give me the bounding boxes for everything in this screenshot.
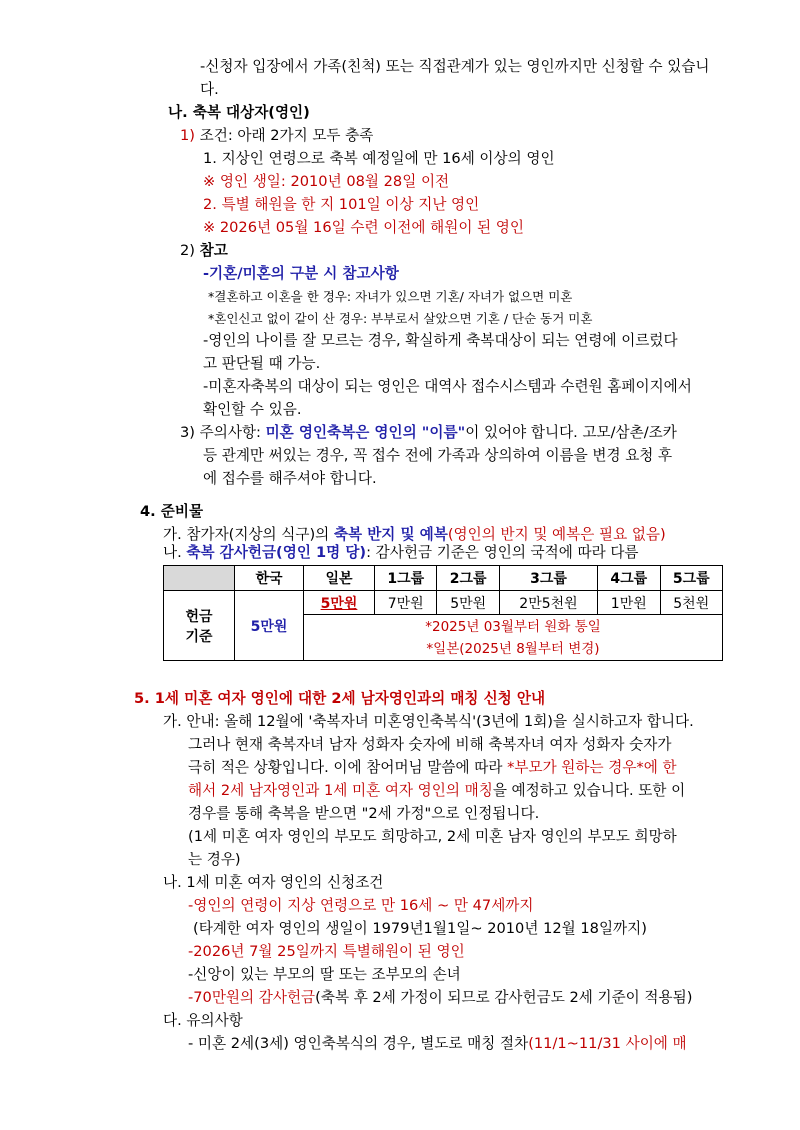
caution-emphasis: 미혼 영인축복은 영인의 "이름": [265, 424, 466, 441]
condition-liberation: -2026년 7월 25일까지 특별해원이 된 영인: [188, 943, 465, 960]
caution-line-3: 에 접수를 해주셔야 합니다.: [203, 470, 377, 487]
donation-table-corner: [164, 566, 235, 591]
notes-line-1: [188, 1033, 687, 1055]
section-4-title: 4. 준비물: [140, 503, 204, 520]
preparation-ga-emphasis: 축복 반지 및 예복: [333, 526, 448, 543]
intro-line-1: -신청자 입장에서 가족(친척) 또는 직접관계가 있는 영인까지만 신청할 수 있습니: [200, 58, 710, 75]
guide-line-5: 경우를 통해 축복을 받으면 "2세 가정"으로 인정됩니다.: [188, 805, 540, 822]
note-japan-change: *일본(2025년 8월부터 변경): [426, 640, 600, 657]
guide-line-2: 그러나 현재 축복자녀 남자 성화자 숫자에 비해 축복자녀 여자 성화자 숫자가: [188, 736, 672, 753]
marital-reference-heading: -기혼/미혼의 구분 시 참고사항: [203, 265, 399, 282]
guide-line-4-emphasis: 해서 2세 남자영인과 1세 미혼 여자 영인의 매칭: [188, 782, 493, 799]
condition-1-text: 조건: 아래 2가지 모두 충족: [199, 127, 374, 144]
preparation-na-text: : 감사헌금 기준은 영인의 국적에 따라 다름: [366, 544, 639, 561]
caution-number: 3): [180, 424, 195, 441]
notes-line-1-text: - 미혼 2세(3세) 영인축복식의 경우, 별도로 매칭 절차: [188, 1035, 529, 1052]
caution-label: 주의사항:: [199, 424, 266, 441]
condition-1-number: 1): [180, 127, 195, 144]
preparation-item-na: [163, 542, 639, 564]
value-japan: 5만원: [304, 591, 375, 615]
caution-line-2: 등 관계만 써있는 경우, 꼭 접수 전에 가족과 상의하여 이름을 변경 요청 후: [203, 447, 673, 464]
condition-donation-amount: -70만원의 감사헌금: [188, 989, 316, 1006]
intro-line-2: 다.: [200, 81, 219, 98]
donation-table-notes: [304, 615, 723, 661]
condition-donation-text: (축복 후 2세 가정이 되므로 감사헌금도 2세 기준이 적용됨): [315, 989, 693, 1006]
guide-line-1: 가. 안내: 올해 12월에 '축복자녀 미혼영인축복식'(3년에 1회)을 실시하고자 합니다.: [163, 713, 694, 730]
guide-line-4-text: 을 예정하고 있습니다. 또한 이: [492, 782, 686, 799]
cohabitation-case-note: *혼인신고 없이 같이 산 경우: 부부로서 살았으면 기혼 / 단순 동거 미혼: [208, 311, 593, 326]
condition-1-item-1: 1. 지상인 연령으로 축복 예정일에 만 16세 이상의 영인: [203, 150, 555, 167]
section-na-title: 나. 축복 대상자(영인): [168, 104, 310, 121]
preparation-ga-note: (영인의 반지 및 예복은 필요 없음): [447, 526, 666, 543]
donation-table-value-row: [164, 591, 723, 615]
condition-faith: -신앙이 있는 부모의 딸 또는 조부모의 손녀: [188, 966, 461, 983]
header-group-3: 3그룹: [499, 566, 597, 591]
header-japan: 일본: [304, 566, 375, 591]
condition-1: [180, 125, 373, 147]
caution-text: 이 있어야 합니다. 고모/삼촌/조카: [465, 424, 677, 441]
guide-line-3: [188, 757, 677, 779]
guide-line-3-emphasis: *부모가 원하는 경우*에 한: [507, 759, 677, 776]
condition-1-item-2: 2. 특별 해원을 한 지 101일 이상 지난 영인: [203, 196, 480, 213]
donation-table: [163, 565, 723, 661]
reference-title: 참고: [199, 242, 228, 259]
age-unknown-line-1: -영인의 나이를 잘 모르는 경우, 확실하게 축복대상이 되는 연령에 이르렀다: [203, 332, 678, 349]
section-5-title: 5. 1세 미혼 여자 영인에 대한 2세 남자영인과의 매칭 신청 안내: [134, 690, 546, 707]
preparation-na-prefix: 나.: [163, 544, 187, 561]
header-korea: 한국: [235, 566, 304, 591]
donation-table-header-row: [164, 566, 723, 591]
guide-line-3-text: 극히 적은 상황입니다. 이에 참어머님 말씀에 따라: [188, 759, 508, 776]
header-group-4: 4그룹: [598, 566, 660, 591]
caution-line-1: [180, 422, 677, 444]
condition-age: -영인의 연령이 지상 연령으로 만 16세 ~ 만 47세까지: [188, 897, 534, 914]
eligibility-check-line-2: 확인할 수 있음.: [203, 401, 302, 418]
value-group-1: 7만원: [375, 591, 437, 615]
condition-1-note-2: ※ 2026년 05월 16일 수련 이전에 해원이 된 영인: [203, 219, 524, 236]
row-label-line-1: 헌금: [185, 608, 213, 625]
guide-line-6: (1세 미혼 여자 영인의 부모도 희망하고, 2세 미혼 남자 영인의 부모도 희망하: [188, 828, 677, 845]
value-group-4: 1만원: [598, 591, 660, 615]
eligibility-check-line-1: -미혼자축복의 대상이 되는 영인은 대역사 접수시스템과 수련원 홈페이지에서: [203, 378, 692, 395]
reference-number: 2): [180, 242, 195, 259]
notes-line-1-emphasis: (11/1~11/31 사이에 매: [528, 1035, 687, 1052]
divorced-case-note: *결혼하고 이혼을 한 경우: 자녀가 있으면 기혼/ 자녀가 없으면 미혼: [208, 289, 573, 304]
value-korea: 5만원: [235, 591, 304, 661]
value-group-2: 5만원: [437, 591, 499, 615]
preparation-na-emphasis: 축복 감사헌금(영인 1명 당): [186, 544, 367, 561]
row-label: [164, 591, 235, 661]
condition-1-note-1: ※ 영인 생일: 2010년 08월 28일 이전: [203, 173, 450, 190]
notes-title: 다. 유의사항: [163, 1012, 243, 1029]
value-group-3: 2만5천원: [499, 591, 597, 615]
note-currency-unification: *2025년 03월부터 원화 통일: [425, 618, 601, 635]
header-group-5: 5그룹: [660, 566, 723, 591]
row-label-line-2: 기준: [185, 628, 213, 645]
header-group-1: 1그룹: [375, 566, 437, 591]
reference-heading: [180, 240, 228, 262]
condition-birthdate: (타계한 여자 영인의 생일이 1979년1월1일~ 2010년 12월 18일까지): [193, 920, 647, 937]
guide-line-7: 는 경우): [188, 851, 241, 868]
age-unknown-line-2: 고 판단될 때 가능.: [203, 355, 321, 372]
preparation-ga-prefix: 가. 참가자(지상의 식구)의: [163, 526, 334, 543]
header-group-2: 2그룹: [437, 566, 499, 591]
conditions-title: 나. 1세 미혼 여자 영인의 신청조건: [163, 874, 384, 891]
guide-line-4: [188, 780, 685, 802]
condition-donation: [188, 987, 692, 1009]
value-group-5: 5천원: [660, 591, 723, 615]
